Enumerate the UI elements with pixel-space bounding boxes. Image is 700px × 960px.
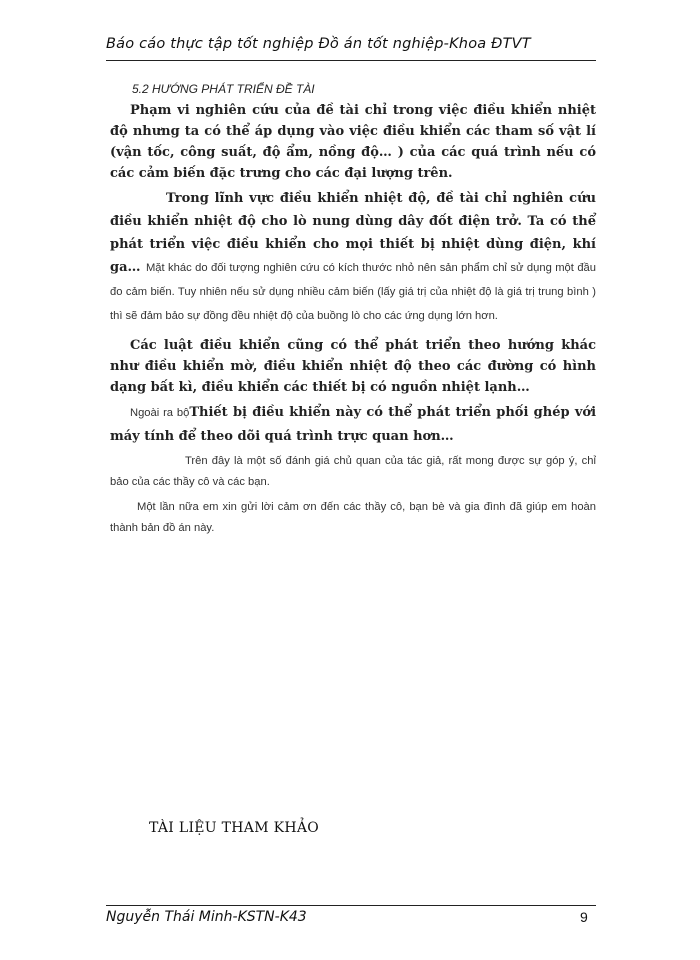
paragraph-scope: Phạm vi nghiên cứu của đề tài chỉ trong việc điều khiển nhiệt độ nhưng ta có thể áp dụng vào việc điều khiển các tham số vật lí (vận tốc, công suất, độ ẩm, nồng độ… ) của các quá trình nếu có các cảm biến đặc trưng cho các đại lượng trên. <box>110 103 596 181</box>
footer-rule <box>106 905 596 906</box>
paragraph-temperature-control-bold: Trong lĩnh vực điều khiển nhiệt độ, đề tài chỉ nghiên cứu điều khiển nhiệt độ cho lò nung dùng dây đốt điện trở. Ta có thể phát triển việc điều khiển cho mọi thiết bị nhiệt dùng điện, khí ga… <box>110 191 596 275</box>
footer-author: Nguyễn Thái Minh-KSTN-K43 <box>106 909 307 925</box>
paragraph-pc-interface <box>110 400 596 447</box>
paragraph-thanks: Một lần nữa em xin gửi lời cảm ơn đến các thầy cô, bạn bè và gia đình đã giúp em hoàn thành bản đồ án này. <box>110 501 596 534</box>
main-content <box>110 82 596 539</box>
paragraph-control-laws: Các luật điều khiển cũng có thể phát triển theo hướng khác như điều khiển mờ, điều khiển nhiệt độ theo các đường có hình dạng bất kì, điều khiển các thiết bị có nguồn nhiệt lạnh… <box>110 338 596 395</box>
paragraph-temperature-control-light: Mặt khác do đối tượng nghiên cứu có kích thước nhỏ nên sản phẩm chỉ sử dụng một đầu đo cảm biến. Tuy nhiên nếu sử dụng nhiều cảm biến (lấy giá trị của nhiệt độ là giá trị trung bình ) thì sẽ đảm bảo sự đồng đều nhiệt độ của buồng lò cho các ứng dụng lớn hơn. <box>110 262 597 322</box>
header-rule <box>106 60 596 61</box>
paragraph-temperature-control <box>110 186 596 327</box>
section-heading: 5.2 HƯỚNG PHÁT TRIỂN ĐỀ TÀI <box>132 82 315 96</box>
page-number: 9 <box>580 909 588 925</box>
references-title: TÀI LIỆU THAM KHẢO <box>149 820 320 836</box>
paragraph-pc-interface-bold: Thiết bị điều khiển này có thể phát triển phối ghép với máy tính để theo dõi quá trình trực quan hơn… <box>110 405 597 444</box>
paragraph-pc-interface-light: Ngoài ra bộ <box>130 407 190 419</box>
paragraph-evaluation: Trên đây là một số đánh giá chủ quan của tác giả, rất mong được sự góp ý, chỉ bảo của các thầy cô và các bạn. <box>110 455 596 488</box>
page-header: Báo cáo thực tập tốt nghiệp Đồ án tốt nghiệp-Khoa ĐTVT <box>106 36 531 52</box>
